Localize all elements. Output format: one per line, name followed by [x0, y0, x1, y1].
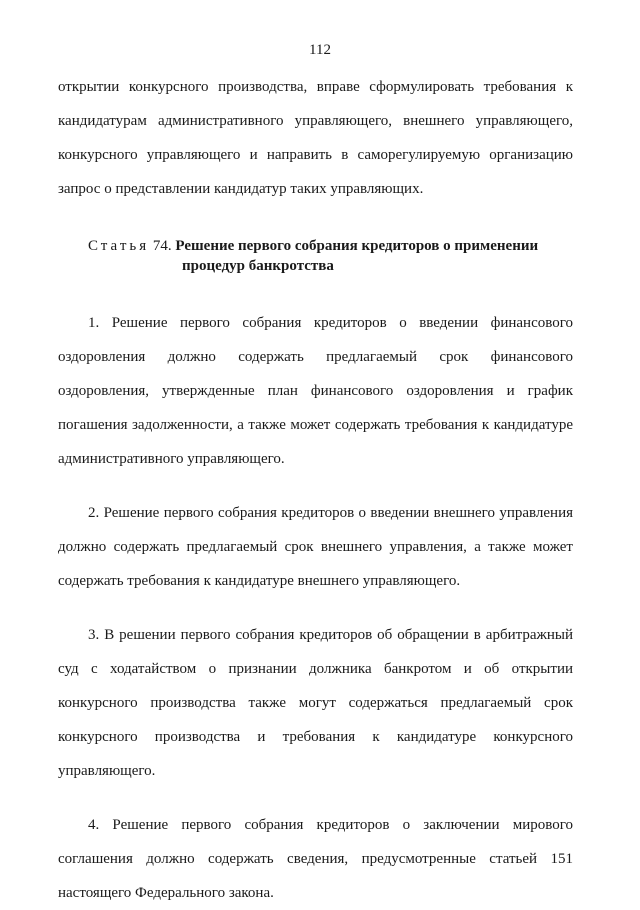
- paragraph-4: 4. Решение первого собрания кредиторов о заключении мирового соглашения должно содержать сведения, предусмотренные статьей 151 настоящего Федерального закона.: [58, 817, 573, 901]
- paragraph-2: 2. Решение первого собрания кредиторов о введении внешнего управления должно содержать предлагаемый срок внешнего управления, а также может содержать требования к кандидатуре внешнего управляющего.: [58, 505, 573, 589]
- article-number: 74.: [152, 238, 172, 254]
- article-heading-line1: [58, 236, 573, 256]
- paragraph-3: 3. В решении первого собрания кредиторов об обращении в арбитражный суд с ходатайством о признании должника банкротом и об открытии конкурсного производства также могут содержаться предлагаемый срок конкурсного производства и требования к кандидатуре конкурсного управляющего.: [58, 627, 573, 779]
- document-body: [58, 70, 573, 910]
- paragraph-1: 1. Решение первого собрания кредиторов о введении финансового оздоровления должно содержать предлагаемый срок финансового оздоровления, утвержденные план финансового оздоровления и график погашения задолженности, а также может содержать требования к кандидатуре административного управляющего.: [58, 315, 573, 467]
- article-title-line2: процедур банкротства: [182, 258, 334, 274]
- intro-paragraph: открытии конкурсного производства, вправе сформулировать требования к кандидатурам административного управляющего, внешнего управляющего, конкурсного управляющего и направить в саморегулируемую организацию запрос о представлении кандидатур таких управляющих.: [58, 79, 573, 197]
- article-title-line1: Решение первого собрания кредиторов о применении: [175, 238, 539, 254]
- article-prefix: Статья: [88, 238, 150, 254]
- page-number: 112: [309, 42, 331, 58]
- article-heading: [58, 236, 573, 276]
